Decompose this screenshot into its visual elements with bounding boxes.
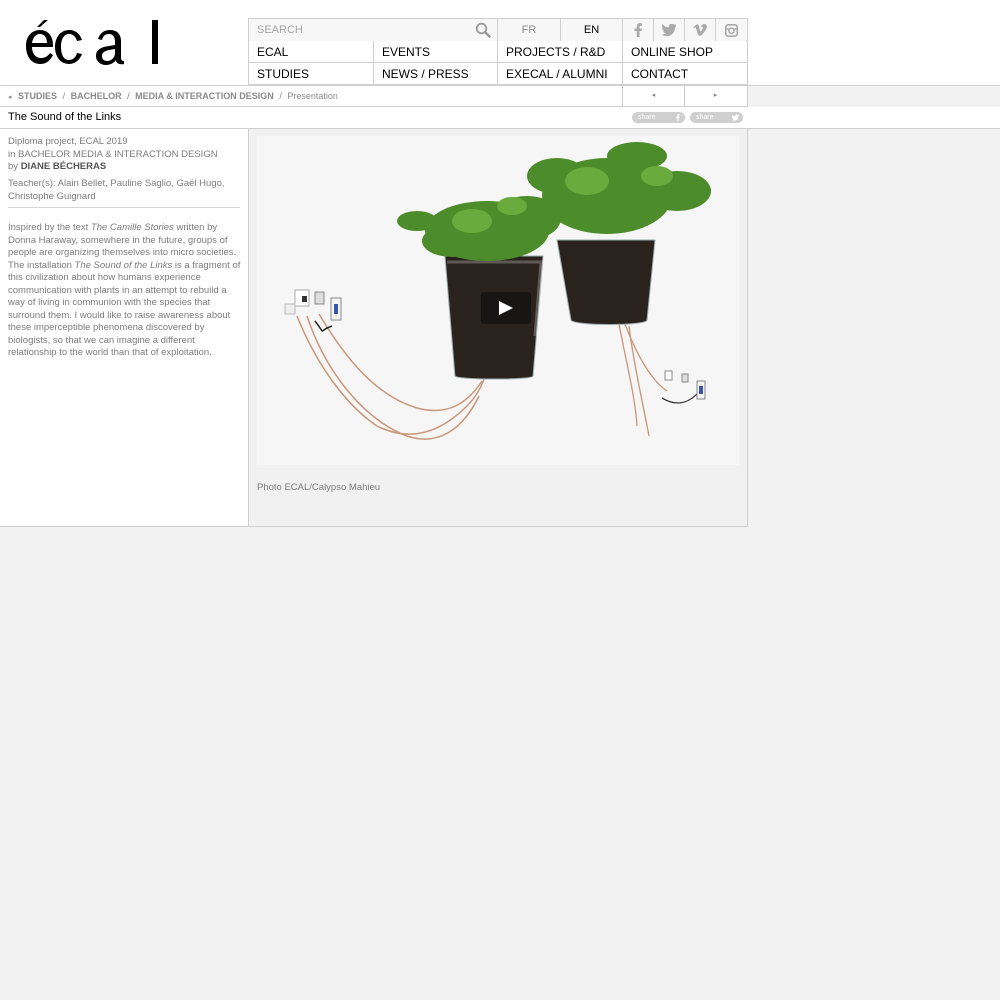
breadcrumb-item-studies[interactable]: STUDIES [18,91,58,101]
description-text: is a fragment of this civilization about how humans experience communication with plants in an attempt to rebuild a way of living in communion with the species that surround them. I would like to raise awareness about these imperceptible phenomena discovered by biologists, so that we can imagine a different relationship to the world than that of exploitation. [8,259,241,358]
description-title-ref: The Camille Stories [90,222,174,233]
description-text: Inspired by the text [8,222,91,233]
main-navigation [248,18,748,85]
share-label: share [696,114,714,121]
nav-row-secondary [249,63,747,85]
breadcrumb-item-bachelor[interactable]: BACHELOR [70,91,122,101]
nav-top-row [249,19,747,41]
vimeo-icon[interactable] [685,19,716,41]
breadcrumb-separator: / [62,91,66,101]
author-name[interactable]: DIANE BÉCHERAS [20,161,107,172]
project-type: Diploma project, ECAL 2019 [8,136,128,147]
nav-item-events[interactable]: EVENTS [374,41,498,63]
breadcrumb [0,85,748,107]
twitter-icon[interactable] [654,19,685,41]
nav-item-studies[interactable]: STUDIES [249,63,374,85]
breadcrumb-separator: / [127,91,130,101]
share-facebook-button[interactable] [632,112,685,123]
page-title: The Sound of the Links [8,111,122,123]
previous-button[interactable]: ◂ [622,86,684,106]
back-arrow-icon[interactable]: ◂ [8,94,12,101]
nav-item-projects[interactable]: PROJECTS / R&D [498,41,623,63]
share-label: share [638,114,656,121]
nav-item-execal-alumni[interactable]: EXECAL / ALUMNI [498,63,623,85]
search-input[interactable] [249,19,469,40]
instagram-icon[interactable] [716,19,746,41]
ecal-logo[interactable] [18,18,168,68]
nav-item-news-press[interactable]: NEWS / PRESS [374,63,498,85]
search-box [249,19,498,41]
nav-item-contact[interactable]: CONTACT [631,67,689,81]
photo-credit: Photo ECAL/Calypso Mahieu [257,482,381,493]
nav-item-ecal[interactable]: ECAL [249,41,374,63]
media-area [249,129,748,527]
description-title-ref: The Sound of the Links [74,259,173,271]
divider [8,207,240,208]
project-info-sidebar [0,129,249,527]
breadcrumb-current: Presentation [287,91,338,101]
nav-row-primary [249,41,747,63]
title-bar [0,107,1000,129]
teachers: Teacher(s): Alain Bellet, Pauline Saglio, Gaël Hugo, Christophe Guignard [8,178,225,202]
play-button[interactable] [481,292,531,324]
description-text: written by Donna Haraway, somewhere in the future, groups of people are organizing themselves into micro societies. The installation [8,222,237,271]
play-icon [499,301,513,315]
project-author-line [8,161,240,174]
nav-item-online-shop[interactable]: ONLINE SHOP [631,45,714,59]
breadcrumb-trail [8,86,338,106]
language-fr[interactable]: FR [498,19,561,41]
language-en[interactable]: EN [561,19,623,41]
search-icon[interactable] [475,22,491,38]
project-department: in BACHELOR MEDIA & INTERACTION DESIGN [8,148,218,160]
author-prefix: by [8,161,19,172]
project-meta [8,136,240,174]
twitter-icon [732,114,739,121]
project-description [8,222,242,360]
video-player[interactable] [257,136,739,465]
next-button[interactable]: ▸ [684,86,746,106]
breadcrumb-separator: / [279,91,282,101]
facebook-icon [674,114,681,121]
share-twitter-button[interactable] [690,112,743,123]
facebook-icon[interactable] [623,19,654,41]
breadcrumb-item-department[interactable]: MEDIA & INTERACTION DESIGN [135,91,274,101]
